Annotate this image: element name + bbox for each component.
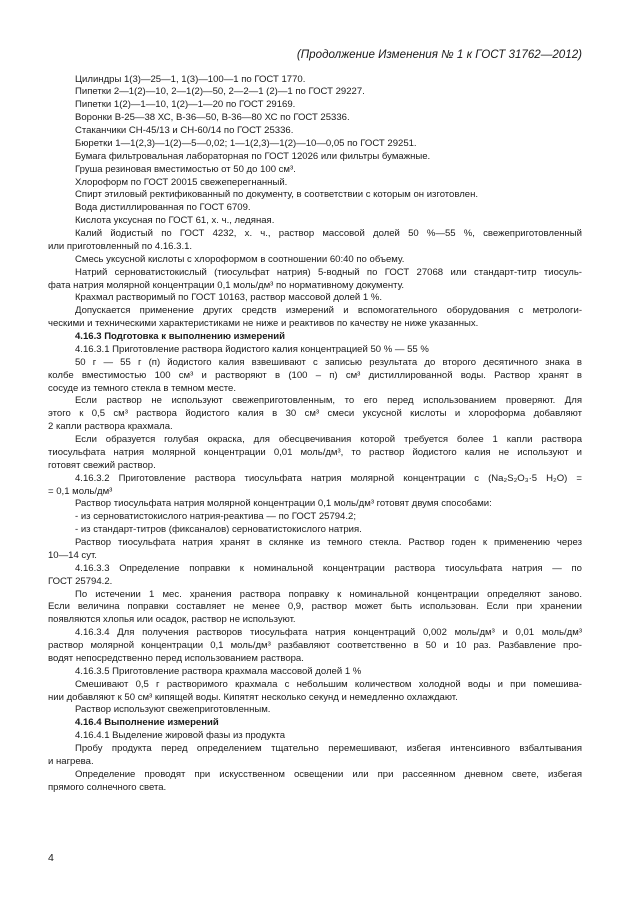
- text-line: Спирт этиловый ректификованный по документу, в соответствии с которым он изготовлен.: [75, 189, 479, 201]
- text-line: Хлороформ по ГОСТ 20015 свежеперегнанный.: [75, 176, 288, 188]
- text-line: прямого солнечного света.: [48, 781, 167, 793]
- text-line: колбе вместимостью 100 см³ и растворяют в (100 – п) см³ дистиллированной воды. Раствор хранят в: [48, 369, 582, 381]
- text-line: Натрий серноватистокислый (тиосульфат натрия) 5-водный по ГОСТ 27068 или стандарт-титр тиосуль-: [75, 266, 582, 278]
- text-line: 4.16.4.1 Выделение жировой фазы из продукта: [75, 730, 286, 742]
- page-number: 4: [48, 852, 54, 864]
- text-line: 4.16.3.2 Приготовление раствора тиосульфата натрия молярной концентрации с (Na₂S₂O₃·5 H₂O) =: [75, 472, 582, 484]
- text-line: Крахмал растворимый по ГОСТ 10163, раствор массовой долей 1 %.: [75, 292, 382, 304]
- text-line: Если величина поправки составляет не менее 0,9, раствор может быть использован. Если при хранении: [48, 601, 582, 613]
- text-line: готовят свежий раствор.: [48, 459, 156, 471]
- text-line: Если образуется голубая окраска, для обесцвечивания которой требуется более 1 капли раствора: [75, 434, 582, 445]
- page-header: (Продолжение Изменения № 1 к ГОСТ 31762—2012): [296, 48, 582, 61]
- text-line: Раствор используют свежеприготовленным.: [75, 704, 271, 716]
- text-line: Пипетки 2—1(2)—10, 2—1(2)—50, 2—2—1 (2)—1 по ГОСТ 29227.: [75, 86, 365, 98]
- text-line: Допускается применение других средств измерений и вспомогательного оборудования с метрологи-: [75, 305, 582, 317]
- text-line: 4.16.3.1 Приготовление раствора йодистого калия концентрацией 50 % — 55 %: [75, 343, 429, 355]
- text-line: Кислота уксусная по ГОСТ 61, х. ч., ледяная.: [75, 215, 275, 227]
- text-line: Бумага фильтровальная лабораторная по ГОСТ 12026 или фильтры бумажные.: [75, 150, 431, 162]
- text-line: тиосульфата натрия молярной концентрации 0,01 моль/дм³, то раствор йодистого калия не используют и: [48, 446, 582, 458]
- text-line: Груша резиновая вместимостью от 50 до 100 см³.: [75, 163, 296, 175]
- text-line: Воронки В-25—38 ХС, В-36—50, В-36—80 ХС по ГОСТ 25336.: [75, 112, 350, 124]
- text-line: - из стандарт-титров (фиксаналов) серноватистокислого натрия.: [75, 524, 362, 536]
- text-line: 4.16.3.3 Определение поправки к номинальной концентрации раствора тиосульфата натрия — по: [75, 562, 582, 574]
- text-line: и нагрева.: [48, 755, 94, 767]
- text-line: 4.16.3.4 Для получения растворов тиосульфата натрия концентраций 0,002 моль/дм³ и 0,01 моль/дм³: [75, 627, 582, 639]
- text-line: Определение проводят при искусственном освещении или при рассеянном дневном свете, избегая: [75, 768, 582, 780]
- text-line: Смесь уксусной кислоты с хлороформом в соотношении 60:40 по объему.: [75, 253, 405, 265]
- text-line: Калий йодистый по ГОСТ 4232, х. ч., раствор массовой долей 50 %—55 %, свежеприготовленный: [75, 228, 582, 239]
- text-line: Раствор тиосульфата натрия хранят в склянке из темного стекла. Раствор годен к применению через: [75, 537, 582, 548]
- text-line: фата натрия молярной концентрации 0,1 моль/дм³ по нормативному документу.: [48, 279, 405, 291]
- text-line: Если раствор не используют свежеприготовленным, то его перед использованием проверяют. Для: [75, 395, 582, 407]
- text-line: или приготовленный по 4.16.3.1.: [48, 240, 193, 252]
- text-line: Пипетки 1(2)—1—10, 1(2)—1—20 по ГОСТ 29169.: [75, 99, 296, 111]
- text-line: 2 капли раствора крахмала.: [48, 421, 173, 433]
- text-line: этого к 0,5 см³ раствора йодистого калия в 30 см³ смеси уксусной кислоты и хлороформа добавляют: [48, 408, 582, 420]
- text-line: водят непосредственно перед использованием раствора.: [48, 652, 304, 664]
- text-line: сосуде из темного стекла в темном месте.: [48, 382, 236, 394]
- text-line: нии добавляют к 50 см³ кипящей воды. Кипятят несколько секунд и немедленно охлаждают.: [48, 691, 458, 703]
- text-line: Бюретки 1—1(2,3)—1(2)—5—0,02; 1—1(2,3)—1(2)—10—0,05 по ГОСТ 29251.: [75, 137, 417, 149]
- text-line: Вода дистиллированная по ГОСТ 6709.: [75, 202, 251, 214]
- section-heading: 4.16.4 Выполнение измерений: [75, 717, 219, 729]
- section-heading: 4.16.3 Подготовка к выполнению измерений: [75, 331, 286, 342]
- text-line: - из серноватистокислого натрия-реактива — по ГОСТ 25794.2;: [75, 511, 356, 523]
- text-line: По истечении 1 мес. хранения раствора поправку к номинальной концентрации определяют заново.: [75, 588, 582, 600]
- text-line: ческими и техническими характеристиками не ниже и реактивов по качеству не ниже указанных.: [48, 318, 479, 330]
- text-line: 4.16.3.5 Приготовление раствора крахмала массовой долей 1 %: [75, 665, 362, 677]
- text-line: Цилиндры 1(3)—25—1, 1(3)—100—1 по ГОСТ 1770.: [75, 73, 306, 85]
- text-line: Смешивают 0,5 г растворимого крахмала с небольшим количеством холодной воды и при помешива-: [75, 678, 582, 690]
- text-line: ГОСТ 25794.2.: [48, 575, 113, 587]
- text-line: Пробу продукта перед определением тщательно перемешивают, избегая интенсивного взбалтывания: [75, 743, 582, 754]
- text-line: Стаканчики СН-45/13 и СН-60/14 по ГОСТ 25336.: [75, 125, 294, 136]
- document-body: [48, 74, 582, 795]
- text-line: появляются хлопья или осадок, раствор не используют.: [48, 614, 296, 626]
- text-line: = 0,1 моль/дм³: [48, 485, 113, 497]
- text-line: раствор молярной концентрации 0,1 моль/дм³ разбавляют соответственно в 50 и 10 раз. Разбавление про-: [48, 640, 582, 651]
- text-line: 50 г — 55 г (п) йодистого калия взвешивают с записью результата до второго десятичного знака в: [75, 356, 582, 368]
- text-line: Раствор тиосульфата натрия молярной концентрации 0,1 моль/дм³ готовят двумя способами:: [75, 498, 492, 510]
- text-line: 10—14 сут.: [48, 549, 97, 561]
